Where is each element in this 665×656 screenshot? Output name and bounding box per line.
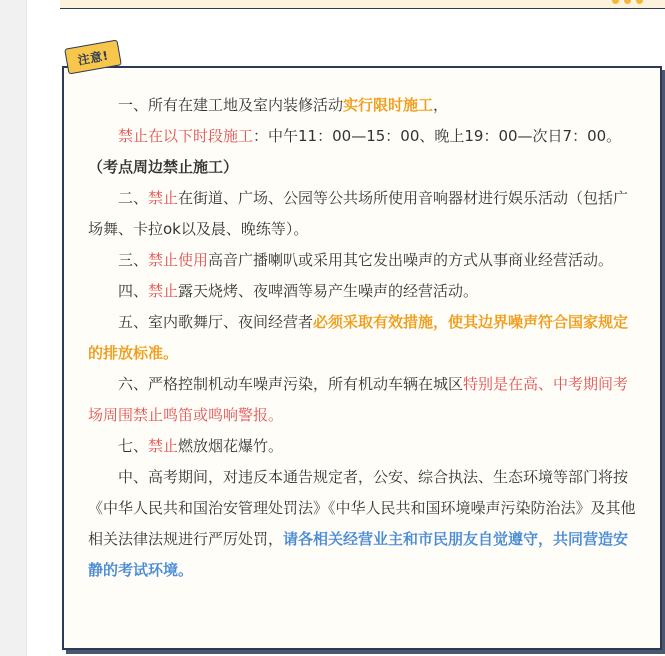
paragraph-6-text: 五、室内歌舞厅、夜间经营者 bbox=[118, 313, 314, 331]
paragraph-4 bbox=[88, 245, 636, 276]
paragraph-8-red: 禁止 bbox=[148, 437, 179, 455]
paragraph-3-lead: 二、 bbox=[118, 189, 149, 207]
paragraph-7-red: 特别是在高、中考期间考场周围禁止鸣笛或鸣响警报。 bbox=[88, 375, 629, 424]
top-banner bbox=[60, 0, 665, 9]
left-margin-strip bbox=[0, 0, 26, 656]
paragraph-6-highlight: 必须采取有效措施，使其边界噪声符合国家规定的排放标准。 bbox=[88, 313, 629, 362]
paragraph-4-lead: 三、 bbox=[118, 251, 149, 269]
left-margin-divider bbox=[26, 0, 27, 656]
paragraph-7-text: 六、严格控制机动车噪声污染，所有机动车辆在城区 bbox=[118, 375, 464, 393]
paragraph-9 bbox=[88, 462, 636, 586]
paragraph-6 bbox=[88, 307, 636, 369]
paragraph-4-red: 禁止使用 bbox=[148, 251, 209, 269]
notice-tag-label: 注意! bbox=[76, 47, 110, 68]
paragraph-2-red: 禁止在以下时段施工 bbox=[118, 127, 254, 145]
paragraph-9-text: 中、高考期间，对违反本通告规定者，公安、综合执法、生态环境等部门将按《中华人民共和国治安管理处罚法》《中华人民共和国环境噪声污染防治法》及其他相关法律法规进行严厉处罚， bbox=[88, 468, 636, 548]
paragraph-9-blue: 请各相关经营业主和市民朋友自觉遵守，共同营造安静的考试环境。 bbox=[88, 530, 629, 579]
paragraph-8-lead: 七、 bbox=[118, 437, 149, 455]
paragraph-1-tail: ， bbox=[433, 96, 449, 114]
paragraph-5 bbox=[88, 276, 636, 307]
paragraph-3 bbox=[88, 183, 636, 245]
paragraph-7 bbox=[88, 369, 636, 431]
paragraph-8-text: 燃放烟花爆竹。 bbox=[178, 437, 284, 455]
paragraph-2-bold: （考点周边禁止施工） bbox=[88, 158, 239, 176]
paragraph-5-red: 禁止 bbox=[148, 282, 179, 300]
paragraph-3-text: 在街道、广场、公园等公共场所使用音响器材进行娱乐活动（包括广场舞、卡拉ok以及晨、晚练等）。 bbox=[88, 189, 629, 238]
paragraph-5-text: 露天烧烤、夜啤酒等易产生噪声的经营活动。 bbox=[178, 282, 479, 300]
notice-content bbox=[88, 90, 636, 586]
paragraph-2-text: ：中午11：00—15：00、晚上19：00—次日7：00。 bbox=[253, 127, 622, 145]
paragraph-5-lead: 四、 bbox=[118, 282, 149, 300]
paragraph-4-text: 高音广播喇叭或采用其它发出噪声的方式从事商业经营活动。 bbox=[208, 251, 614, 269]
paragraph-1 bbox=[88, 90, 636, 121]
decorative-dots-icon bbox=[612, 0, 643, 4]
paragraph-2 bbox=[88, 121, 636, 183]
paragraph-3-red: 禁止 bbox=[148, 189, 179, 207]
paragraph-1-highlight: 实行限时施工 bbox=[343, 96, 434, 114]
paragraph-8 bbox=[88, 431, 636, 462]
paragraph-1-text: 一、所有在建工地及室内装修活动 bbox=[118, 96, 344, 114]
